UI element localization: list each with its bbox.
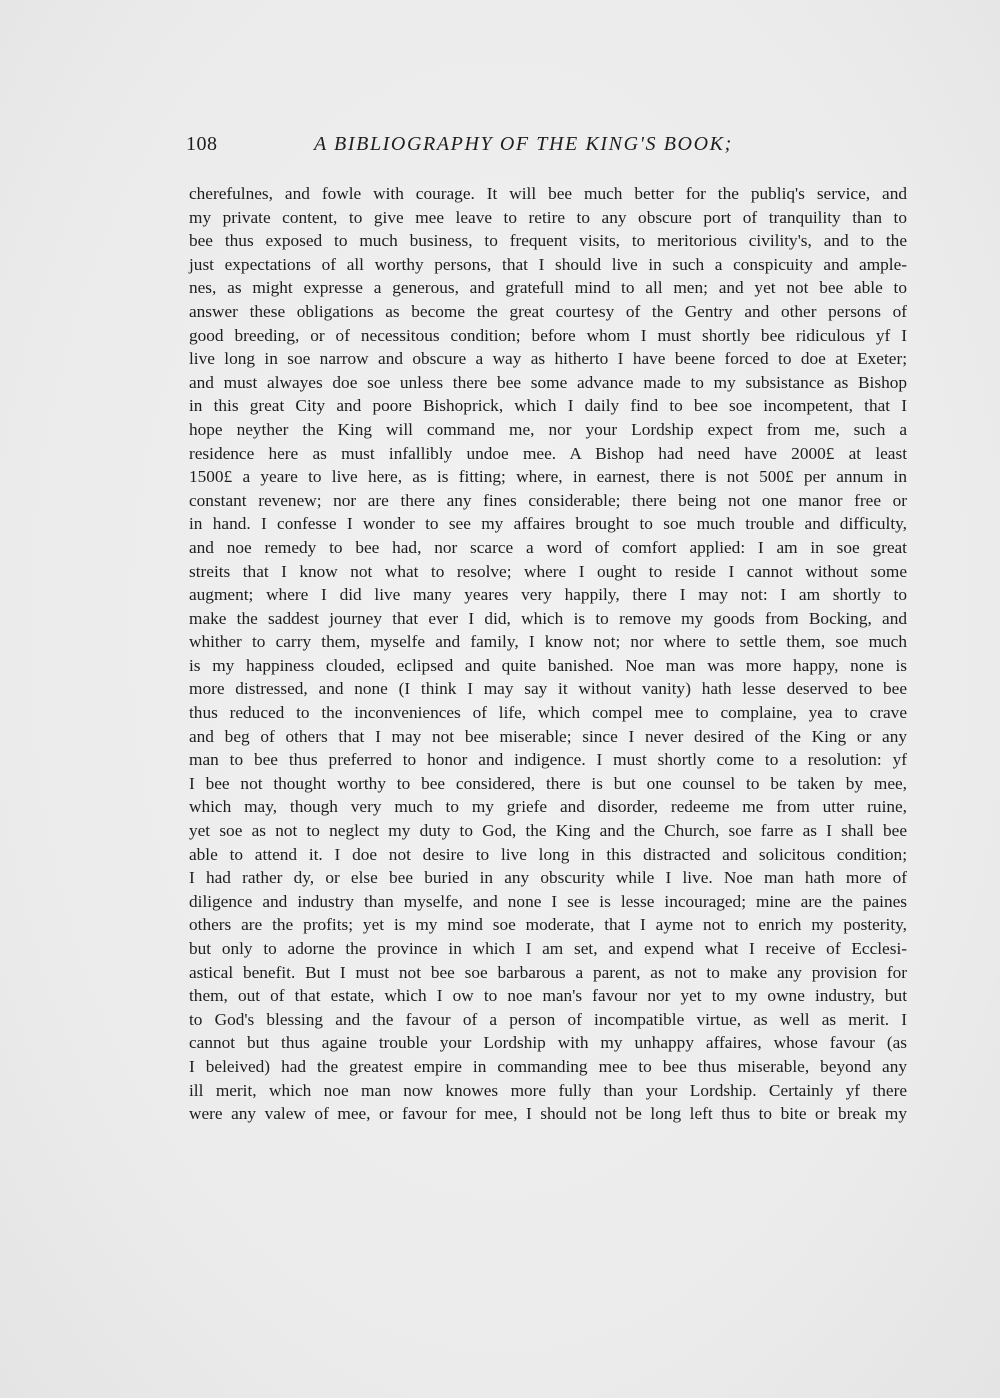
text-line: my private content, to give mee leave to retire to any obscure port of tranquility than to [189,207,907,227]
text-line: thus reduced to the inconveniences of life, which compel mee to complaine, yea to crave [189,703,907,723]
text-line: able to attend it. I doe not desire to live long in this distracted and solicitous condition; [189,844,907,864]
text-line: which may, though very much to my griefe and disorder, redeeme me from utter ruine, [189,797,907,817]
text-line: yet soe as not to neglect my duty to God, the King and the Church, soe farre as I shall bee [189,821,907,841]
text-line: them, out of that estate, which I ow to noe man's favour nor yet to my owne industry, but [189,986,907,1006]
text-line: cannot but thus againe trouble your Lordship with my unhappy affaires, whose favour (as [189,1033,907,1053]
page-number: 108 [186,133,218,155]
text-line: augment; where I did live many yeares very happily, there I may not: I am shortly to [189,585,907,605]
text-line: in this great City and poore Bishoprick, which I daily find to bee soe incompetent, that I [189,396,907,416]
text-line: cherefulnes, and fowle with courage. It will bee much better for the publiq's service, and [189,184,907,203]
text-line: whither to carry them, myselfe and family, I know not; nor where to settle them, soe much [189,632,907,652]
text-line: diligence and industry than myselfe, and none I see is lesse incouraged; mine are the paines [189,891,907,911]
text-line: just expectations of all worthy persons, that I should live in such a conspicuity and ample- [189,254,907,274]
text-line: others are the profits; yet is my mind soe moderate, that I ayme not to enrich my posterity, [189,915,907,935]
text-line: make the saddest journey that ever I did, which is to remove my goods from Bocking, and [189,608,907,628]
text-line: bee thus exposed to much business, to frequent visits, to meritorious civility's, and to the [189,231,907,251]
text-line: live long in soe narrow and obscure a way as hitherto I have beene forced to doe at Exeter; [189,349,907,369]
text-line: I had rather dy, or else bee buried in any obscurity while I live. Noe man hath more of [189,868,907,888]
text-line: I bee not thought worthy to bee considered, there is but one counsel to be taken by mee, [189,773,907,793]
text-line: and noe remedy to bee had, nor scarce a word of comfort applied: I am in soe great [189,537,907,557]
text-line: residence here as must infallibly undoe mee. A Bishop had need have 2000£ at least [189,443,907,463]
text-line: and beg of others that I may not bee miserable; since I never desired of the King or any [189,726,907,746]
text-line: to God's blessing and the favour of a person of incompatible virtue, as well as merit. I [189,1009,907,1029]
text-line: were any valew of mee, or favour for mee, I should not be long left thus to bite or break my [189,1104,907,1124]
text-line: man to bee thus preferred to honor and indigence. I must shortly come to a resolution: yf [189,750,907,770]
text-line: ill merit, which noe man now knowes more fully than your Lordship. Certainly yf there [189,1080,907,1100]
text-line: 1500£ a yeare to live here, as is fitting; where, in earnest, there is not 500£ per annum in [189,467,907,487]
text-line: is my happiness clouded, eclipsed and quite banished. Noe man was more happy, none is [189,655,907,675]
body-text [189,182,907,1126]
text-line: and must alwayes doe soe unless there bee some advance made to my subsistance as Bishop [189,372,907,392]
text-line: in hand. I confesse I wonder to see my affaires brought to soe much trouble and difficulty, [189,514,907,534]
text-line: I beleived) had the greatest empire in commanding mee to bee thus miserable, beyond any [189,1056,907,1076]
page-header [186,133,906,163]
text-line: streits that I know not what to resolve; where I ought to reside I cannot without some [189,561,907,581]
text-line: good breeding, or of necessitous condition; before whom I must shortly bee ridiculous yf I [189,325,907,345]
running-title: A BIBLIOGRAPHY OF THE KING'S BOOK; [314,133,733,155]
text-line: hope neyther the King will command me, nor your Lordship expect from me, such a [189,419,907,439]
text-line: more distressed, and none (I think I may say it without vanity) hath lesse deserved to bee [189,679,907,699]
text-line: answer these obligations as become the great courtesy of the Gentry and other persons of [189,301,907,321]
text-line: but only to adorne the province in which I am set, and expend what I receive of Ecclesi- [189,939,907,958]
text-line: astical benefit. But I must not bee soe barbarous a parent, as not to make any provision for [189,962,907,982]
text-line: constant revenew; nor are there any fines considerable; there being not one manor free or [189,490,907,510]
text-line: nes, as might expresse a generous, and gratefull mind to all men; and yet not bee able to [189,278,907,298]
